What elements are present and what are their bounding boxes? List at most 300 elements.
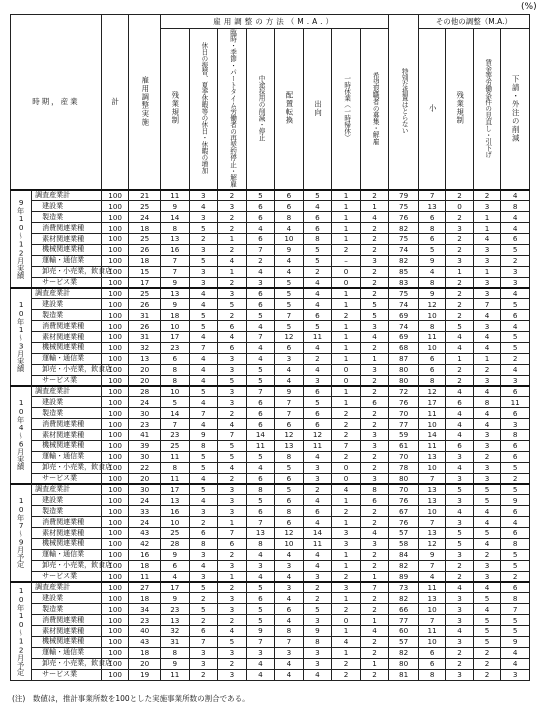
value-cell: 13 <box>246 528 275 539</box>
value-cell: 6 <box>189 626 218 637</box>
value-cell: 3 <box>446 473 473 484</box>
table-row <box>11 201 530 212</box>
value-cell: 3 <box>246 277 275 288</box>
value-cell: 3 <box>501 277 530 288</box>
value-cell: 3 <box>303 615 332 626</box>
value-cell: 9 <box>246 626 275 637</box>
value-cell: 2 <box>360 604 389 615</box>
value-cell: 66 <box>389 604 419 615</box>
table-row <box>11 212 530 223</box>
value-cell: 79 <box>389 190 419 201</box>
value-cell: 2 <box>446 299 473 310</box>
value-cell: 6 <box>501 386 530 397</box>
value-cell: 2 <box>446 658 473 669</box>
industry-cell: 卸売・小売業，飲食店 <box>32 364 102 375</box>
value-cell: 4 <box>360 626 389 637</box>
value-cell: 2 <box>189 234 218 245</box>
value-cell: 4 <box>189 560 218 571</box>
industry-cell: 素材関連業種 <box>32 234 102 245</box>
value-cell: 4 <box>275 615 304 626</box>
value-cell: 5 <box>446 539 473 550</box>
value-cell: 2 <box>332 451 361 462</box>
value-cell: 13 <box>418 528 445 539</box>
value-cell: 4 <box>189 397 218 408</box>
value-cell: 4 <box>275 364 304 375</box>
value-cell: 2 <box>332 244 361 255</box>
value-cell: 18 <box>129 255 161 266</box>
industry-cell: 調査産業計 <box>32 582 102 593</box>
value-cell: 100 <box>101 440 128 451</box>
table-row <box>11 234 530 245</box>
value-cell: 14 <box>303 528 332 539</box>
value-cell: 2 <box>501 571 530 582</box>
value-cell: 70 <box>389 451 419 462</box>
value-cell: 100 <box>101 288 128 299</box>
value-cell: 7 <box>275 310 304 321</box>
value-cell: 77 <box>389 419 419 430</box>
value-cell: 2 <box>446 310 473 321</box>
value-cell: 4 <box>303 517 332 528</box>
value-cell: 3 <box>446 517 473 528</box>
value-cell: 2 <box>473 669 500 680</box>
industry-cell: 運輸・通信業 <box>32 647 102 658</box>
value-cell: 6 <box>275 419 304 430</box>
value-cell: 3 <box>218 353 247 364</box>
value-cell: 68 <box>389 342 419 353</box>
period-industry-header: 時期，産業 <box>11 15 102 191</box>
value-cell: 26 <box>129 299 161 310</box>
value-cell: 100 <box>101 604 128 615</box>
value-cell: 5 <box>501 299 530 310</box>
value-cell: 25 <box>161 440 190 451</box>
method-header: 配置転換 <box>275 29 304 191</box>
value-cell: 3 <box>246 560 275 571</box>
value-cell: 6 <box>246 299 275 310</box>
value-cell: 28 <box>161 539 190 550</box>
value-cell: 34 <box>129 604 161 615</box>
value-cell: 3 <box>303 462 332 473</box>
value-cell: 1 <box>332 517 361 528</box>
value-cell: 4 <box>189 495 218 506</box>
value-cell: 100 <box>101 451 128 462</box>
value-cell: 1 <box>332 212 361 223</box>
value-cell: 3 <box>218 484 247 495</box>
table-row <box>11 560 530 571</box>
industry-cell: 消費関連業種 <box>32 223 102 234</box>
value-cell: 4 <box>473 604 500 615</box>
value-cell: 10 <box>418 419 445 430</box>
value-cell: 8 <box>161 223 190 234</box>
industry-cell: 調査産業計 <box>32 386 102 397</box>
value-cell: 76 <box>389 397 419 408</box>
value-cell: 80 <box>389 473 419 484</box>
value-cell: 4 <box>303 277 332 288</box>
value-cell: 8 <box>161 375 190 386</box>
value-cell: 2 <box>218 615 247 626</box>
value-cell: 9 <box>189 430 218 441</box>
value-cell: 1 <box>332 190 361 201</box>
value-cell: 10 <box>161 517 190 528</box>
value-cell: 14 <box>418 430 445 441</box>
table-row <box>11 451 530 462</box>
value-cell: 3 <box>360 255 389 266</box>
value-cell: 16 <box>161 506 190 517</box>
value-cell: 100 <box>101 342 128 353</box>
value-cell: 9 <box>161 299 190 310</box>
value-cell: 100 <box>101 571 128 582</box>
value-cell: 2 <box>303 593 332 604</box>
value-cell: 26 <box>129 321 161 332</box>
value-cell: 3 <box>446 593 473 604</box>
value-cell: 5 <box>161 397 190 408</box>
table-row <box>11 473 530 484</box>
value-cell: 4 <box>189 201 218 212</box>
value-cell: 14 <box>246 430 275 441</box>
value-cell: 3 <box>303 375 332 386</box>
table-row <box>11 549 530 560</box>
industry-cell: 製造業 <box>32 310 102 321</box>
value-cell: 7 <box>161 419 190 430</box>
value-cell: 2 <box>501 353 530 364</box>
methods-group-header: 雇用調整の方法（M.A.） <box>161 15 389 29</box>
value-cell: 5 <box>501 244 530 255</box>
industry-cell: サービス業 <box>32 277 102 288</box>
value-cell: 74 <box>389 299 419 310</box>
value-cell: 4 <box>332 637 361 648</box>
value-cell: 4 <box>501 288 530 299</box>
value-cell: 5 <box>218 637 247 648</box>
value-cell: 32 <box>161 626 190 637</box>
value-cell: 6 <box>246 234 275 245</box>
table-row <box>11 582 530 593</box>
value-cell: 1 <box>332 495 361 506</box>
value-cell: 7 <box>246 386 275 397</box>
value-cell: 0 <box>332 615 361 626</box>
value-cell: 4 <box>473 310 500 321</box>
other-header: 下請・外注の削減 <box>501 29 530 191</box>
value-cell: 18 <box>129 647 161 658</box>
table-row <box>11 288 530 299</box>
value-cell: 4 <box>303 288 332 299</box>
value-cell: 5 <box>473 484 500 495</box>
table-row <box>11 386 530 397</box>
value-cell: 82 <box>389 255 419 266</box>
value-cell: 100 <box>101 364 128 375</box>
value-cell: 5 <box>189 582 218 593</box>
value-cell: 57 <box>389 637 419 648</box>
value-cell: 7 <box>246 517 275 528</box>
table-row <box>11 517 530 528</box>
value-cell: 1 <box>218 571 247 582</box>
value-cell: 2 <box>218 223 247 234</box>
value-cell: 7 <box>246 244 275 255</box>
value-cell: 2 <box>446 647 473 658</box>
value-cell: 1 <box>218 517 247 528</box>
value-cell: 3 <box>473 440 500 451</box>
value-cell: 24 <box>129 517 161 528</box>
value-cell: 70 <box>389 408 419 419</box>
value-cell: 4 <box>473 582 500 593</box>
value-cell: 5 <box>189 386 218 397</box>
value-cell: 6 <box>275 342 304 353</box>
value-cell: 8 <box>189 440 218 451</box>
value-cell: 4 <box>275 658 304 669</box>
method-header: 残業規制 <box>161 29 190 191</box>
value-cell: 0 <box>332 462 361 473</box>
value-cell: 6 <box>303 386 332 397</box>
value-cell: 7 <box>246 637 275 648</box>
value-cell: 5 <box>501 484 530 495</box>
value-cell: 4 <box>189 364 218 375</box>
industry-cell: 建設業 <box>32 201 102 212</box>
value-cell: 3 <box>218 647 247 658</box>
value-cell: 5 <box>275 299 304 310</box>
value-cell: 5 <box>473 615 500 626</box>
value-cell: 100 <box>101 528 128 539</box>
value-cell: 3 <box>360 473 389 484</box>
value-cell: 17 <box>129 277 161 288</box>
value-cell: 13 <box>161 288 190 299</box>
value-cell: 11 <box>161 473 190 484</box>
industry-cell: 機械関連業種 <box>32 539 102 550</box>
value-cell: 100 <box>101 560 128 571</box>
industry-cell: 消費関連業種 <box>32 615 102 626</box>
value-cell: 20 <box>129 375 161 386</box>
value-cell: 2 <box>446 234 473 245</box>
value-cell: 4 <box>446 332 473 343</box>
value-cell: 100 <box>101 277 128 288</box>
value-cell: 2 <box>360 375 389 386</box>
method-header: 希望退職者の募集・解雇 <box>360 29 389 191</box>
value-cell: 0 <box>446 201 473 212</box>
value-cell: 3 <box>218 604 247 615</box>
value-cell: 31 <box>129 332 161 343</box>
value-cell: 4 <box>473 419 500 430</box>
value-cell: 18 <box>129 560 161 571</box>
value-cell: 4 <box>275 549 304 560</box>
industry-cell: サービス業 <box>32 375 102 386</box>
value-cell: 4 <box>246 353 275 364</box>
value-cell: 9 <box>275 244 304 255</box>
value-cell: – <box>332 255 361 266</box>
value-cell: 11 <box>161 451 190 462</box>
value-cell: 6 <box>303 223 332 234</box>
industry-cell: 製造業 <box>32 604 102 615</box>
value-cell: 19 <box>129 669 161 680</box>
value-cell: 5 <box>418 244 445 255</box>
value-cell: 5 <box>446 321 473 332</box>
value-cell: 2 <box>218 473 247 484</box>
value-cell: 3 <box>218 495 247 506</box>
value-cell: 6 <box>303 212 332 223</box>
industry-cell: 建設業 <box>32 593 102 604</box>
value-cell: 100 <box>101 375 128 386</box>
value-cell: 2 <box>189 669 218 680</box>
value-cell: 10 <box>418 342 445 353</box>
value-cell: 5 <box>501 560 530 571</box>
value-cell: 4 <box>332 484 361 495</box>
industry-cell: 製造業 <box>32 506 102 517</box>
value-cell: 5 <box>501 615 530 626</box>
value-cell: 6 <box>501 440 530 451</box>
value-cell: 7 <box>218 528 247 539</box>
value-cell: 1 <box>332 549 361 560</box>
value-cell: 4 <box>218 462 247 473</box>
value-cell: 2 <box>303 484 332 495</box>
value-cell: 4 <box>246 549 275 560</box>
other-header: 賃金等労働条件の見直し・引下げ <box>473 29 500 191</box>
value-cell: 74 <box>389 321 419 332</box>
value-cell: 2 <box>360 419 389 430</box>
industry-cell: 素材関連業種 <box>32 332 102 343</box>
value-cell: 5 <box>446 484 473 495</box>
table-row <box>11 419 530 430</box>
value-cell: 6 <box>218 321 247 332</box>
value-cell: 4 <box>446 462 473 473</box>
value-cell: 0 <box>332 277 361 288</box>
value-cell: 2 <box>501 255 530 266</box>
value-cell: 5 <box>303 397 332 408</box>
value-cell: 2 <box>218 658 247 669</box>
value-cell: 3 <box>446 549 473 560</box>
value-cell: 5 <box>189 255 218 266</box>
value-cell: 13 <box>418 495 445 506</box>
value-cell: 2 <box>360 549 389 560</box>
industry-cell: 卸売・小売業，飲食店 <box>32 658 102 669</box>
value-cell: 5 <box>246 451 275 462</box>
no-special-header: 特別な措置はとらない <box>389 15 419 191</box>
value-cell: 67 <box>389 506 419 517</box>
value-cell: 3 <box>473 571 500 582</box>
value-cell: 0 <box>332 364 361 375</box>
value-cell: 3 <box>218 386 247 397</box>
industry-cell: サービス業 <box>32 473 102 484</box>
value-cell: 2 <box>446 277 473 288</box>
value-cell: 1 <box>332 353 361 364</box>
value-cell: 17 <box>161 332 190 343</box>
value-cell: 4 <box>473 517 500 528</box>
value-cell: 2 <box>218 310 247 321</box>
value-cell: 1 <box>360 353 389 364</box>
table-row <box>11 223 530 234</box>
method-header: 中途採用の削減・停止 <box>246 29 275 191</box>
value-cell: 9 <box>303 626 332 637</box>
value-cell: 5 <box>189 223 218 234</box>
value-cell: 100 <box>101 353 128 364</box>
value-cell: 2 <box>332 506 361 517</box>
value-cell: 3 <box>360 430 389 441</box>
table-row <box>11 353 530 364</box>
value-cell: 3 <box>501 375 530 386</box>
value-cell: 1 <box>446 353 473 364</box>
value-cell: 4 <box>446 430 473 441</box>
table-row <box>11 299 530 310</box>
value-cell: 7 <box>189 342 218 353</box>
value-cell: 9 <box>418 549 445 560</box>
value-cell: 2 <box>360 408 389 419</box>
industry-cell: 機械関連業種 <box>32 637 102 648</box>
value-cell: 5 <box>501 462 530 473</box>
value-cell: 2 <box>360 517 389 528</box>
value-cell: 6 <box>418 647 445 658</box>
value-cell: 2 <box>446 212 473 223</box>
value-cell: 75 <box>389 201 419 212</box>
value-cell: 5 <box>246 375 275 386</box>
value-cell: 18 <box>129 223 161 234</box>
value-cell: 16 <box>161 244 190 255</box>
value-cell: 5 <box>446 528 473 539</box>
value-cell: 3 <box>501 266 530 277</box>
value-cell: 5 <box>189 604 218 615</box>
value-cell: 13 <box>161 234 190 245</box>
value-cell: 6 <box>418 212 445 223</box>
value-cell: 2 <box>360 244 389 255</box>
value-cell: 2 <box>446 560 473 571</box>
value-cell: 6 <box>303 506 332 517</box>
industry-cell: 運輸・通信業 <box>32 353 102 364</box>
value-cell: 31 <box>161 637 190 648</box>
value-cell: 5 <box>218 299 247 310</box>
value-cell: 1 <box>218 266 247 277</box>
value-cell: 0 <box>332 266 361 277</box>
value-cell: 2 <box>218 549 247 560</box>
value-cell: 6 <box>246 506 275 517</box>
value-cell: 13 <box>161 615 190 626</box>
unit-label: (%) <box>521 2 537 12</box>
value-cell: 6 <box>418 234 445 245</box>
value-cell: 11 <box>418 440 445 451</box>
value-cell: 7 <box>360 582 389 593</box>
value-cell: 58 <box>389 539 419 550</box>
industry-cell: 調査産業計 <box>32 288 102 299</box>
value-cell: 11 <box>501 397 530 408</box>
value-cell: 4 <box>501 364 530 375</box>
value-cell: 100 <box>101 430 128 441</box>
value-cell: 5 <box>246 190 275 201</box>
value-cell: 13 <box>418 484 445 495</box>
value-cell: 6 <box>218 342 247 353</box>
value-cell: 20 <box>129 473 161 484</box>
value-cell: 10 <box>275 539 304 550</box>
value-cell: 6 <box>303 408 332 419</box>
value-cell: 12 <box>418 299 445 310</box>
value-cell: 3 <box>303 473 332 484</box>
value-cell: 4 <box>501 223 530 234</box>
value-cell: 2 <box>332 310 361 321</box>
table-row <box>11 397 530 408</box>
value-cell: 6 <box>446 397 473 408</box>
method-header: 臨時・季節・パートタイム労働者の再契約停止・解雇 <box>218 29 247 191</box>
value-cell: 15 <box>129 266 161 277</box>
value-cell: 69 <box>389 310 419 321</box>
value-cell: 1 <box>360 615 389 626</box>
value-cell: 3 <box>218 669 247 680</box>
value-cell: 3 <box>501 419 530 430</box>
value-cell: 3 <box>473 244 500 255</box>
value-cell: 6 <box>303 310 332 321</box>
value-cell: 5 <box>218 440 247 451</box>
value-cell: 6 <box>418 364 445 375</box>
value-cell: 8 <box>275 626 304 637</box>
period-cell: 10年7～9月予定 <box>11 484 32 582</box>
value-cell: 5 <box>501 332 530 343</box>
value-cell: 100 <box>101 332 128 343</box>
value-cell: 10 <box>418 637 445 648</box>
industry-cell: 機械関連業種 <box>32 342 102 353</box>
value-cell: 1 <box>332 332 361 343</box>
value-cell: 12 <box>275 332 304 343</box>
value-cell: 80 <box>389 658 419 669</box>
